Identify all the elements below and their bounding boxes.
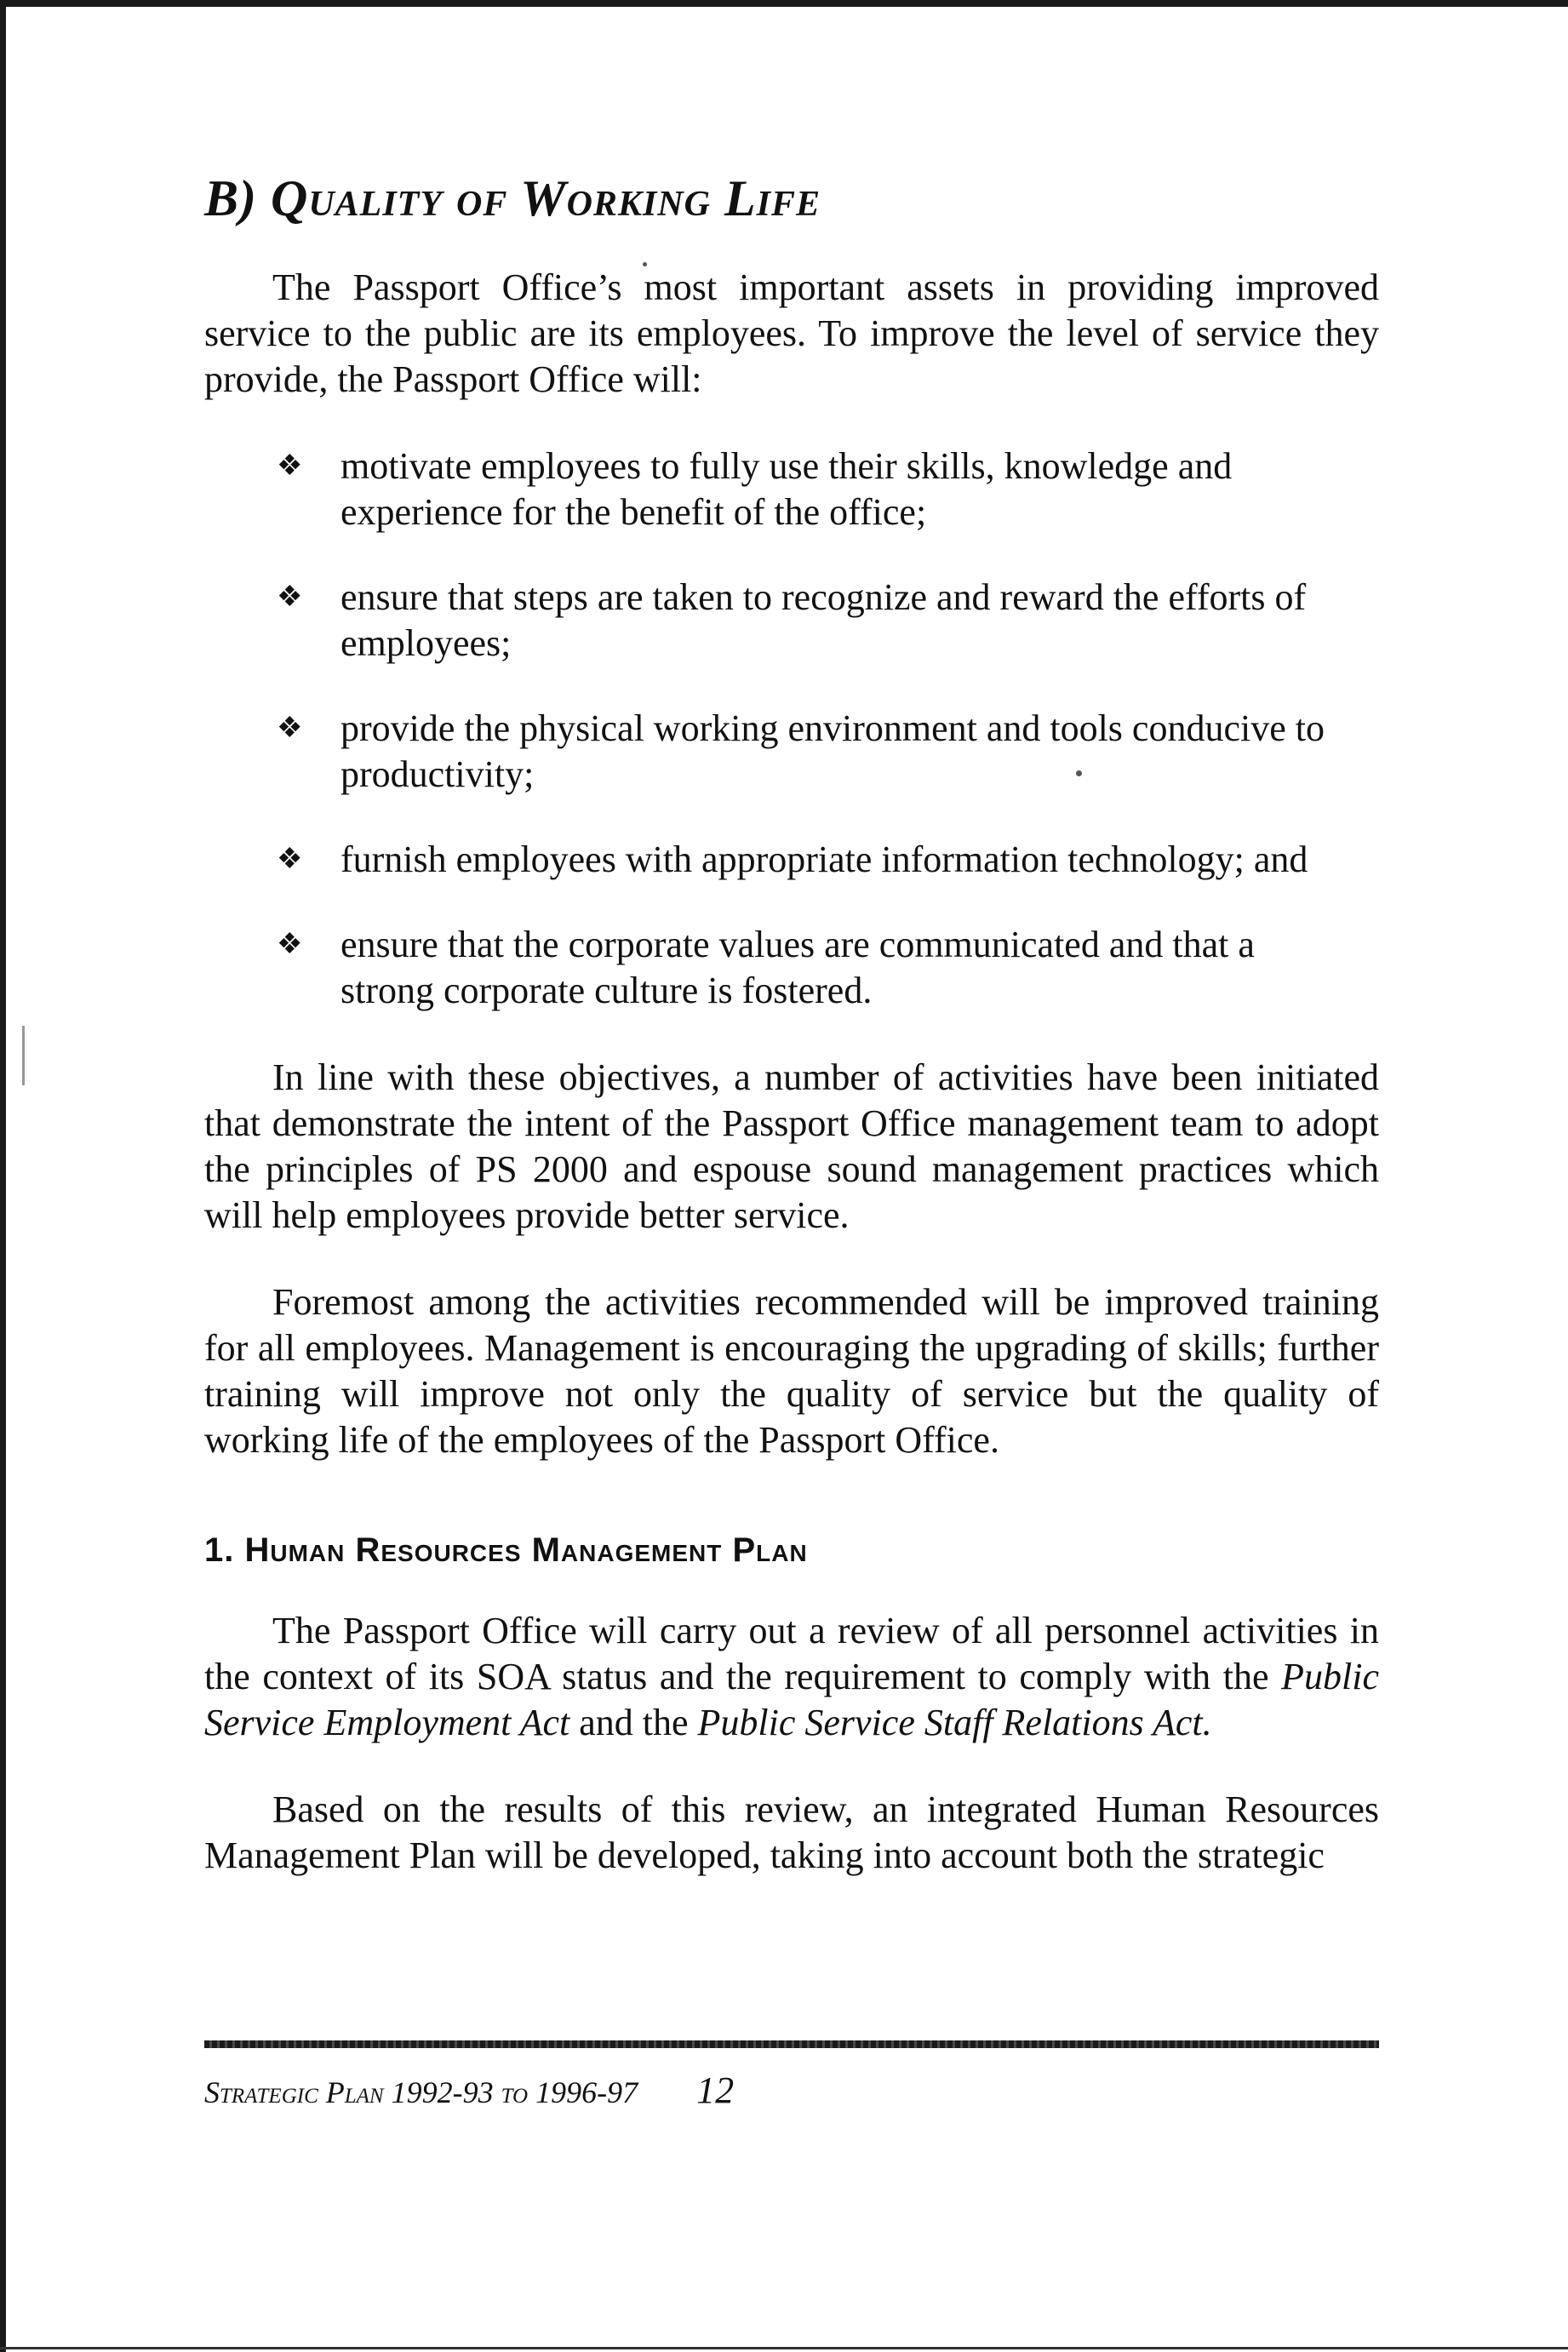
diamond-bullet-icon: ❖ xyxy=(277,450,303,482)
section-title: B) Quality of Working Life xyxy=(204,170,821,226)
list-item-text: ensure that the corporate values are communicated and that a strong corporate culture is fostered. xyxy=(340,924,1255,1011)
list-item-text: ensure that steps are taken to recognize and reward the efforts of employees; xyxy=(340,576,1307,664)
scan-border-left xyxy=(0,0,6,2352)
list-item xyxy=(204,575,1379,667)
hr-text-middle: and the xyxy=(569,1702,698,1743)
document-page xyxy=(204,170,1379,1920)
diamond-bullet-icon: ❖ xyxy=(277,712,303,744)
scan-border-top xyxy=(0,0,1568,7)
list-item xyxy=(204,706,1379,798)
diamond-bullet-icon: ❖ xyxy=(277,844,303,875)
list-item-text: motivate employees to fully use their skills, knowledge and experience for the benefit of the office; xyxy=(340,445,1233,533)
list-item xyxy=(204,444,1379,535)
list-item-text: provide the physical working environment and tools conducive to productivity; xyxy=(340,707,1325,795)
objectives-list xyxy=(204,444,1379,1014)
footer-title: Strategic Plan 1992-93 to 1996-97 xyxy=(204,2075,638,2109)
subsection-title: 1. Human Resources Management Plan xyxy=(204,1531,808,1569)
page-number: 12 xyxy=(696,2069,735,2111)
footer-rule xyxy=(204,2040,1379,2048)
diamond-bullet-icon: ❖ xyxy=(277,929,303,960)
hr-review-paragraph xyxy=(204,1608,1379,1746)
list-item xyxy=(204,922,1379,1014)
diamond-bullet-icon: ❖ xyxy=(277,581,303,613)
hr-plan-paragraph: Based on the results of this review, an integrated Human Resources Management Plan will be developed, taking into account both the strategic xyxy=(204,1788,1379,1876)
scan-border-bottom xyxy=(0,2347,1568,2349)
scan-speck xyxy=(22,1026,25,1085)
objectives-paragraph: In line with these objectives, a number of activities have been initiated that demonstrate the intent of the Passport Office management team to adopt the principles of PS 2000 and espouse sound management practices which will help employees provide better service. xyxy=(204,1056,1379,1236)
list-item-text: furnish employees with appropriate information technology; and xyxy=(340,838,1308,880)
page-footer xyxy=(204,2069,734,2112)
intro-paragraph: The Passport Office’s most important assets in providing improved service to the public are its employees. To improve the level of service they provide, the Passport Office will: xyxy=(204,266,1379,400)
training-paragraph: Foremost among the activities recommended will be improved training for all employees. Management is encouraging the upgrading of skills; further training will improve not only the quality of service but the quality of working life of the employees of the Passport Office. xyxy=(204,1281,1379,1461)
hr-text-before: The Passport Office will carry out a review of all personnel activities in the context of its SOA status and the requirement to comply with the xyxy=(204,1610,1379,1697)
act-title-employment: Public Service Employment Act xyxy=(204,1656,1379,1743)
act-title-staff-relations: Public Service Staff Relations Act. xyxy=(697,1702,1212,1743)
list-item xyxy=(204,837,1379,883)
